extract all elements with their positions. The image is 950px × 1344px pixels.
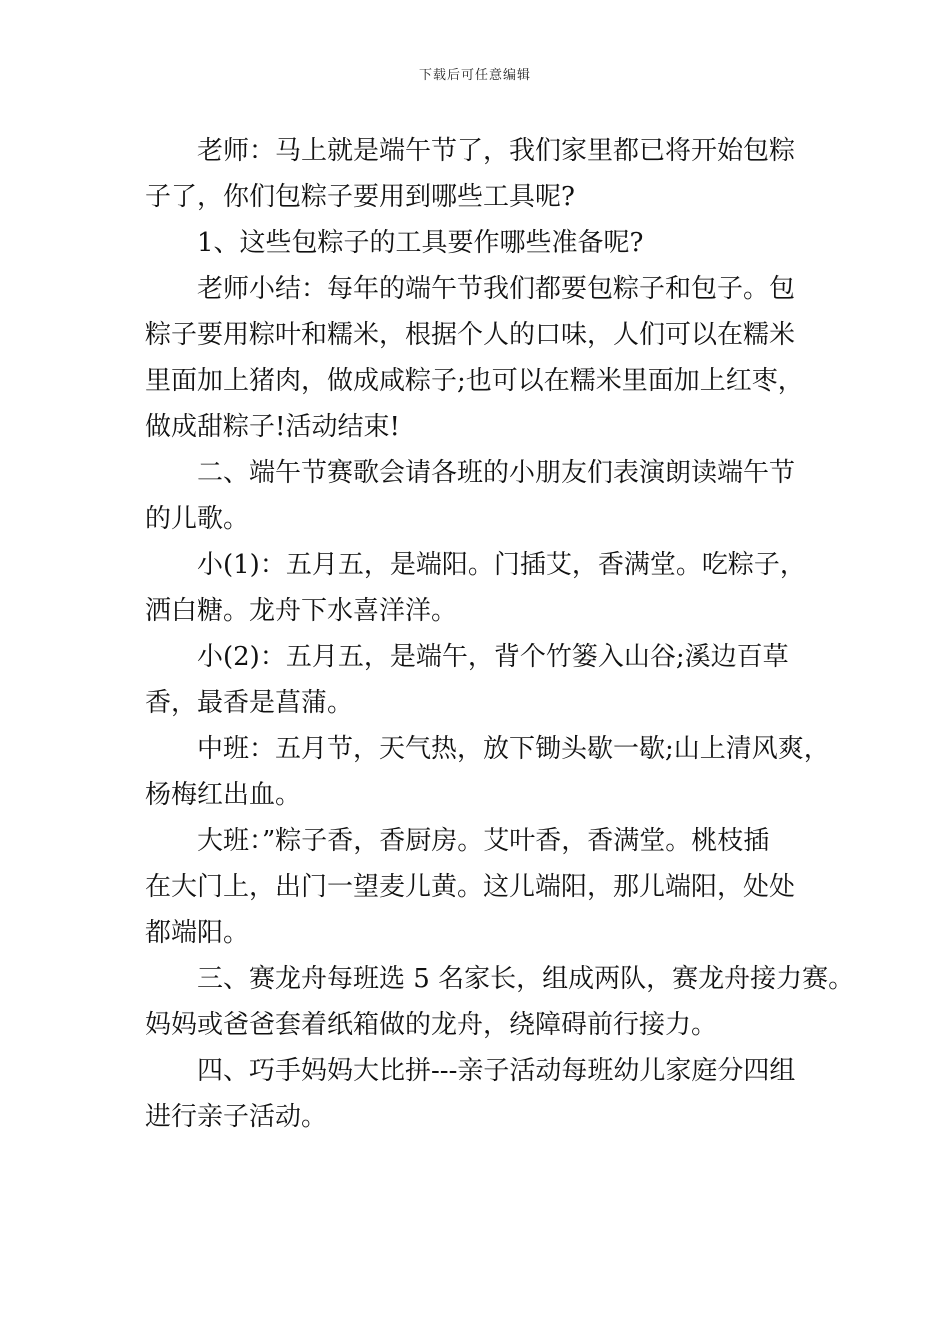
paragraph-teacher-question [145,128,813,220]
text-line: 小(1)：五月五，是端阳。门插艾，香满堂。吃粽子， [197,550,806,580]
paragraph-teacher-summary [145,266,813,450]
paragraph-question-1 [145,220,813,266]
text-line: 里面加上猪肉，做成咸粽子;也可以在糯米里面加上红枣， [145,366,804,396]
text-line: 子了，你们包粽子要用到哪些工具呢? [145,182,575,212]
paragraph-small-class-2 [145,634,813,726]
text-line: 三、赛龙舟每班选 5 名家长，组成两队，赛龙舟接力赛。 [197,964,855,994]
text-line: 中班：五月节，天气热，放下锄头歇一歇;山上清风爽， [197,734,830,764]
paragraph-big-class [145,818,813,956]
text-line: 四、巧手妈妈大比拼---亲子活动每班幼儿家庭分四组 [197,1056,796,1086]
text-line: 粽子要用粽叶和糯米，根据个人的口味，人们可以在糯米 [145,320,796,350]
text-line: 小(2)：五月五，是端午，背个竹篓入山谷;溪边百草 [197,642,789,672]
paragraph-section-3 [145,956,855,1048]
paragraph-section-4 [145,1048,813,1140]
paragraph-small-class-1 [145,542,813,634]
text-line: 老师：马上就是端午节了，我们家里都已将开始包粽 [197,136,796,166]
text-line: 妈妈或爸爸套着纸箱做的龙舟，绕障碍前行接力。 [145,1010,718,1040]
paragraph-middle-class [145,726,830,818]
text-line: 二、端午节赛歌会请各班的小朋友们表演朗读端午节 [197,458,796,488]
text-line: 香，最香是菖蒲。 [145,688,354,718]
text-line: 进行亲子活动。 [145,1102,328,1132]
text-line: 洒白糖。龙舟下水喜洋洋。 [145,596,458,626]
text-line: 杨梅红出血。 [145,780,302,810]
paragraph-section-2 [145,450,813,542]
page-header: 下载后可任意编辑 [418,68,531,83]
text-line: 做成甜粽子!活动结束! [145,412,400,442]
text-line: 1、这些包粽子的工具要作哪些准备呢? [197,228,644,258]
text-line: 老师小结：每年的端午节我们都要包粽子和包子。包 [197,274,796,304]
text-line: 都端阳。 [145,918,250,948]
text-line: 在大门上，出门一望麦儿黄。这儿端阳，那儿端阳，处处 [145,872,796,902]
text-line: 大班：”粽子香，香厨房。艾叶香，香满堂。桃枝插 [197,826,770,856]
document-body [145,128,855,1140]
text-line: 的儿歌。 [145,504,250,534]
